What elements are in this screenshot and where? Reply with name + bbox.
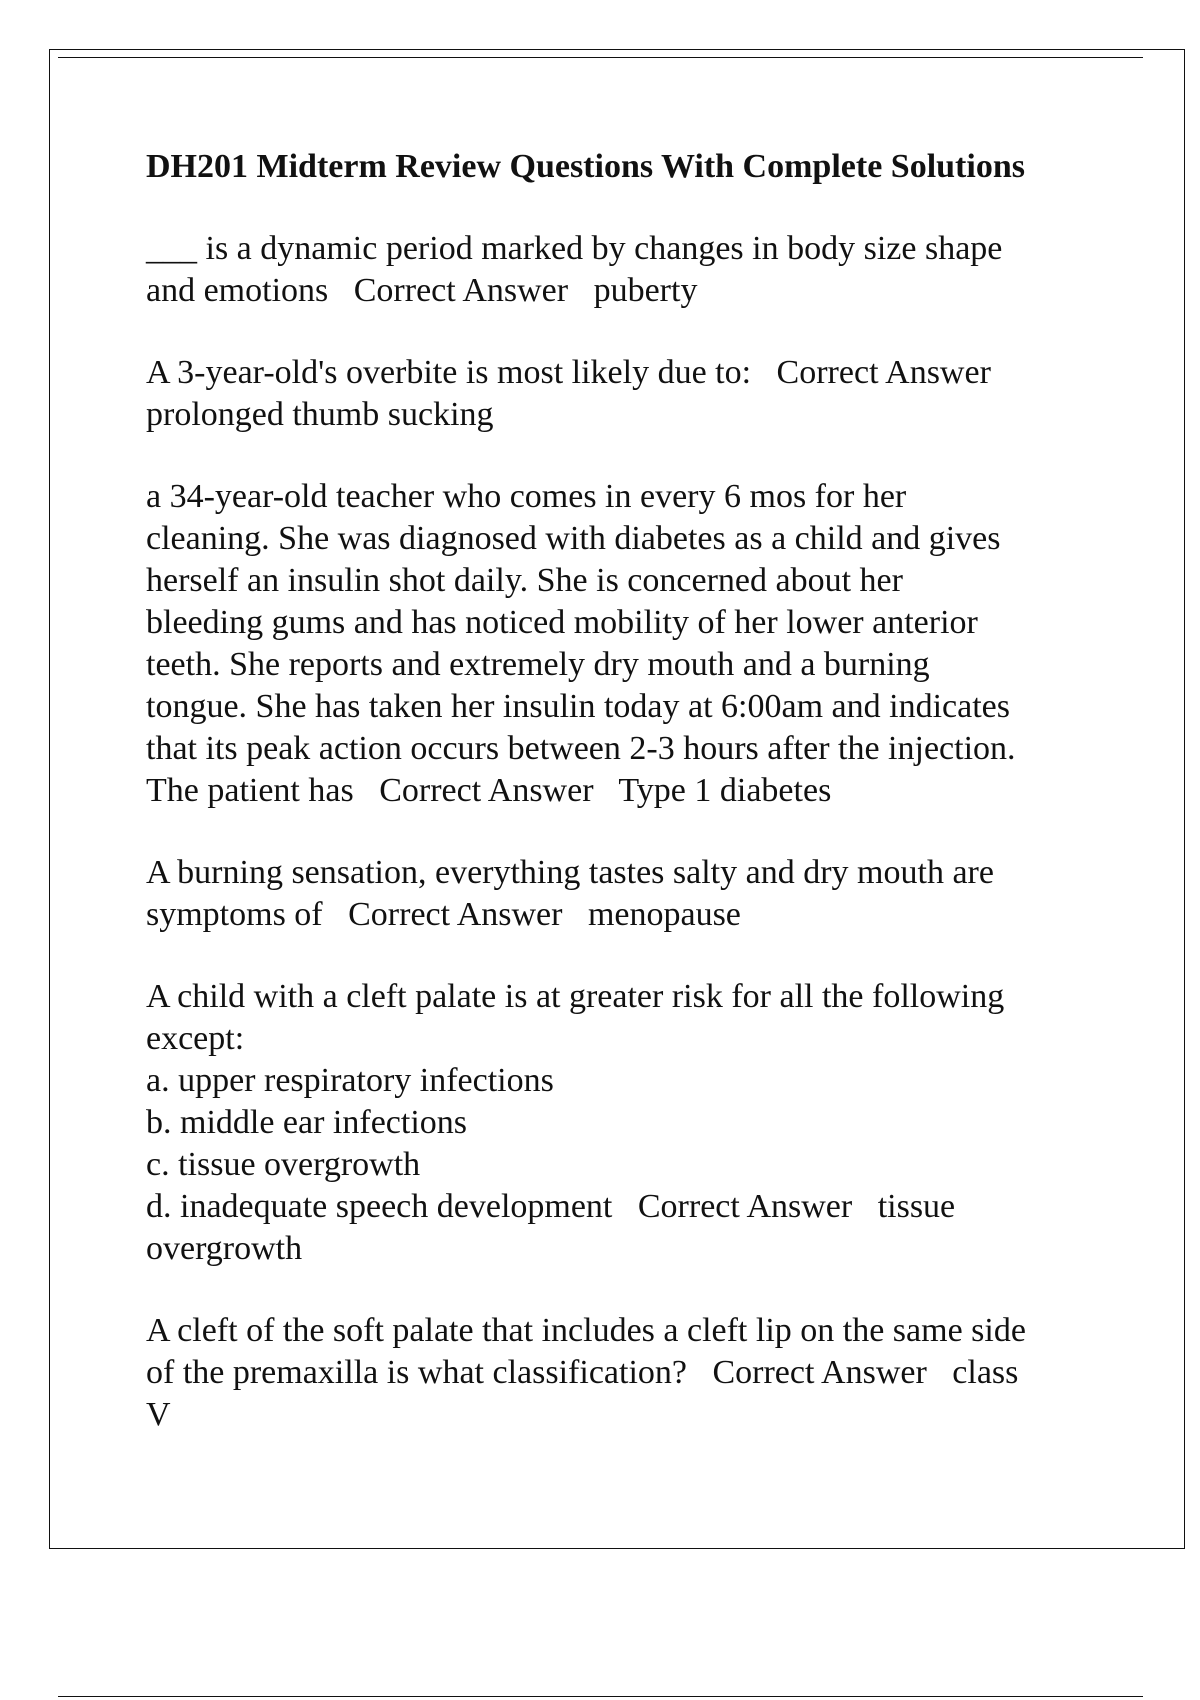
qa-line: The patient has Correct Answer Type 1 diabetes <box>146 772 832 809</box>
qa-item <box>146 352 1106 436</box>
document-title: DH201 Midterm Review Questions With Complete Solutions <box>146 148 1025 185</box>
qa-line: herself an insulin shot daily. She is concerned about her <box>146 562 903 599</box>
qa-item <box>146 1310 1106 1436</box>
qa-option: d. inadequate speech development Correct Answer tissue <box>146 1188 956 1225</box>
qa-line: and emotions Correct Answer puberty <box>146 272 698 309</box>
bottom-rule <box>58 1696 1143 1697</box>
document-content <box>146 146 1106 1476</box>
top-rule <box>58 57 1143 58</box>
qa-line: A burning sensation, everything tastes salty and dry mouth are <box>146 854 994 891</box>
qa-line: of the premaxilla is what classification? Correct Answer class <box>146 1354 1019 1391</box>
qa-item <box>146 228 1106 312</box>
qa-option: a. upper respiratory infections <box>146 1062 554 1099</box>
qa-line: bleeding gums and has noticed mobility of her lower anterior <box>146 604 978 641</box>
qa-line: that its peak action occurs between 2-3 hours after the injection. <box>146 730 1016 767</box>
qa-line: ___ is a dynamic period marked by changes in body size shape <box>146 230 1003 267</box>
qa-line: A 3-year-old's overbite is most likely due to: Correct Answer <box>146 354 991 391</box>
qa-option: c. tissue overgrowth <box>146 1146 421 1183</box>
qa-line: V <box>146 1396 171 1433</box>
qa-line: A cleft of the soft palate that includes a cleft lip on the same side <box>146 1312 1026 1349</box>
qa-line: A child with a cleft palate is at greater risk for all the following <box>146 978 1005 1015</box>
qa-item <box>146 976 1106 1270</box>
qa-item <box>146 476 1106 812</box>
qa-line: teeth. She reports and extremely dry mouth and a burning <box>146 646 930 683</box>
qa-line: overgrowth <box>146 1230 303 1267</box>
qa-line: symptoms of Correct Answer menopause <box>146 896 741 933</box>
qa-line: cleaning. She was diagnosed with diabetes as a child and gives <box>146 520 1001 557</box>
qa-line: prolonged thumb sucking <box>146 396 494 433</box>
qa-line: except: <box>146 1020 245 1057</box>
qa-line: tongue. She has taken her insulin today at 6:00am and indicates <box>146 688 1010 725</box>
qa-item <box>146 852 1106 936</box>
qa-line: a 34-year-old teacher who comes in every 6 mos for her <box>146 478 907 515</box>
qa-option: b. middle ear infections <box>146 1104 468 1141</box>
